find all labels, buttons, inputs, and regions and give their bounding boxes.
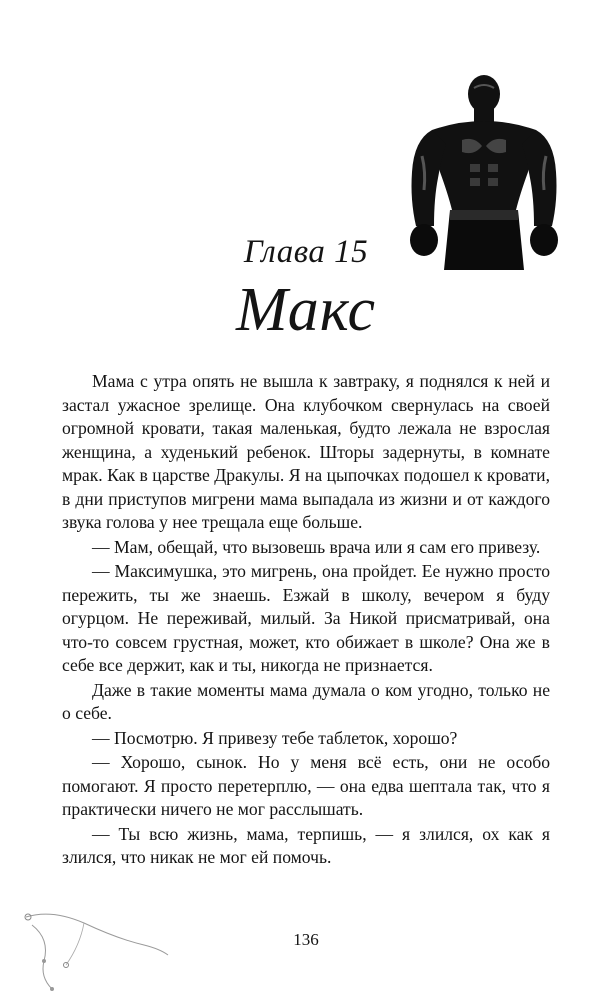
paragraph: Даже в такие моменты мама думала о ком угодно, только не о себе. [62,679,550,723]
chapter-number: Глава 15 [243,234,369,270]
paragraph: — Мам, обещай, что вызовешь врача или я сам его привезу. [92,536,541,557]
paragraph: Мама с утра опять не вышла к завтраку, я поднялся к ней и застал ужасное зрелище. Она клубочком свернулась на своей огромной кровати, такая маленькая, будто лежала не взрослая женщина, а худенький ребенок. Шторы задернуты, в комнате мрак. Как в царстве Дракулы. Я на цыпочках подошел к кровати, в дни приступов мигрени мама выпадала из жизни и от каждого звука голова у нее трещала еще больше. [62,371,550,532]
paragraph: — Максимушка, это мигрень, она пройдет. Ее нужно просто пережить, ты же знаешь. Езжай в школу, вечером я буду огурцом. Не переживай, милый. За Никой присматривай, она что-то совсем грустная, может, кто обижает в школе? Она же в себе все держит, как и ты, никогда не признается. [62,561,550,675]
necklace-sketch-icon [22,905,172,995]
paragraph: — Ты всю жизнь, мама, терпишь, — я злился, ох как я злился, что никак не мог ей помочь. [62,823,550,867]
paragraph: — Хорошо, сынок. Но у меня всё есть, они не особо помогают. Я просто перетерплю, — она едва шептала так, что я практически ничего не мог расслышать. [62,752,550,819]
page-number: 136 [293,930,319,949]
paragraph: — Посмотрю. Я привезу тебе таблеток, хорошо? [92,727,458,748]
chapter-title: Макс [236,276,376,344]
chapter-text [62,370,550,871]
